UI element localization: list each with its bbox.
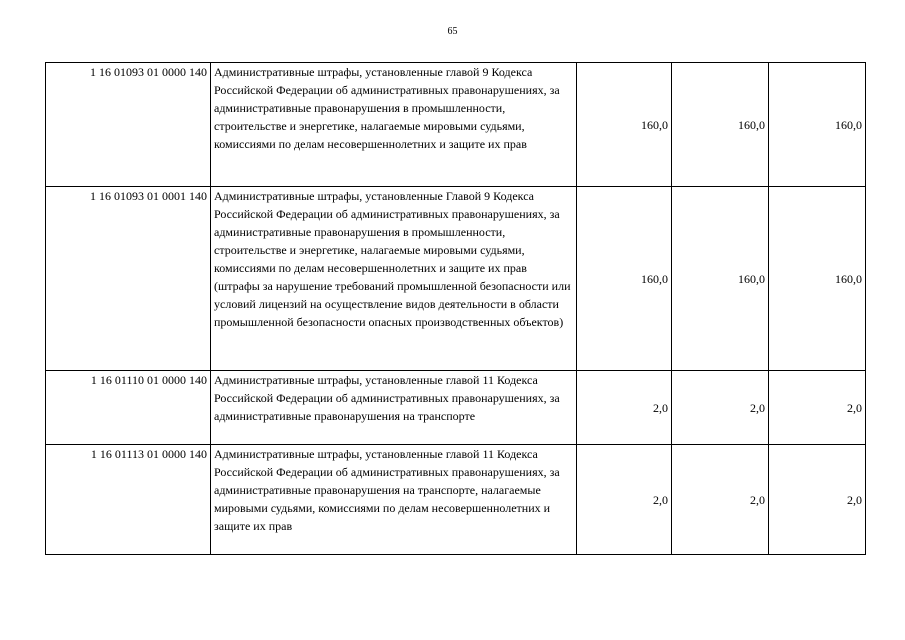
amount-cell-2: 160,0: [672, 63, 769, 187]
amount-cell-3: 2,0: [769, 371, 866, 445]
amount-cell-1: 2,0: [577, 445, 672, 555]
budget-code-cell: 1 16 01093 01 0001 140: [46, 187, 211, 371]
amount-cell-1: 160,0: [577, 63, 672, 187]
amount-cell-1: 160,0: [577, 187, 672, 371]
amount-cell-3: 160,0: [769, 63, 866, 187]
description-cell: Административные штрафы, установленные главой 11 Кодекса Российской Федерации об административных правонарушениях, за административные правонарушения на транспорте: [211, 371, 577, 445]
budget-code-cell: 1 16 01110 01 0000 140: [46, 371, 211, 445]
budget-code-cell: 1 16 01113 01 0000 140: [46, 445, 211, 555]
description-cell: Административные штрафы, установленные главой 9 Кодекса Российской Федерации об административных правонарушениях, за административные правонарушения в промышленности, строительстве и энергетике, налагаемые мировыми судьями, комиссиями по делам несовершеннолетних и защите их прав: [211, 63, 577, 187]
table-row: [46, 63, 866, 187]
description-cell: Административные штрафы, установленные главой 11 Кодекса Российской Федерации об административных правонарушениях, за административные правонарушения на транспорте, налагаемые мировыми судьями, комиссиями по делам несовершеннолетних и защите их прав: [211, 445, 577, 555]
amount-cell-2: 2,0: [672, 445, 769, 555]
amount-cell-1: 2,0: [577, 371, 672, 445]
budget-revenue-table: [45, 62, 866, 555]
amount-cell-2: 2,0: [672, 371, 769, 445]
table-row: [46, 445, 866, 555]
page-number: 65: [447, 26, 458, 37]
budget-code-cell: 1 16 01093 01 0000 140: [46, 63, 211, 187]
amount-cell-3: 2,0: [769, 445, 866, 555]
amount-cell-3: 160,0: [769, 187, 866, 371]
amount-cell-2: 160,0: [672, 187, 769, 371]
description-cell: Административные штрафы, установленные Главой 9 Кодекса Российской Федерации об административных правонарушениях, за административные правонарушения в промышленности, строительстве и энергетике, налагаемые мировыми судьями, комиссиями по делам несовершеннолетних и защите их прав (штрафы за нарушение требований промышленной безопасности или условий лицензий на осуществление видов деятельности в области промышленной безопасности опасных производственных объектов): [211, 187, 577, 371]
table-row: [46, 187, 866, 371]
table-row: [46, 371, 866, 445]
